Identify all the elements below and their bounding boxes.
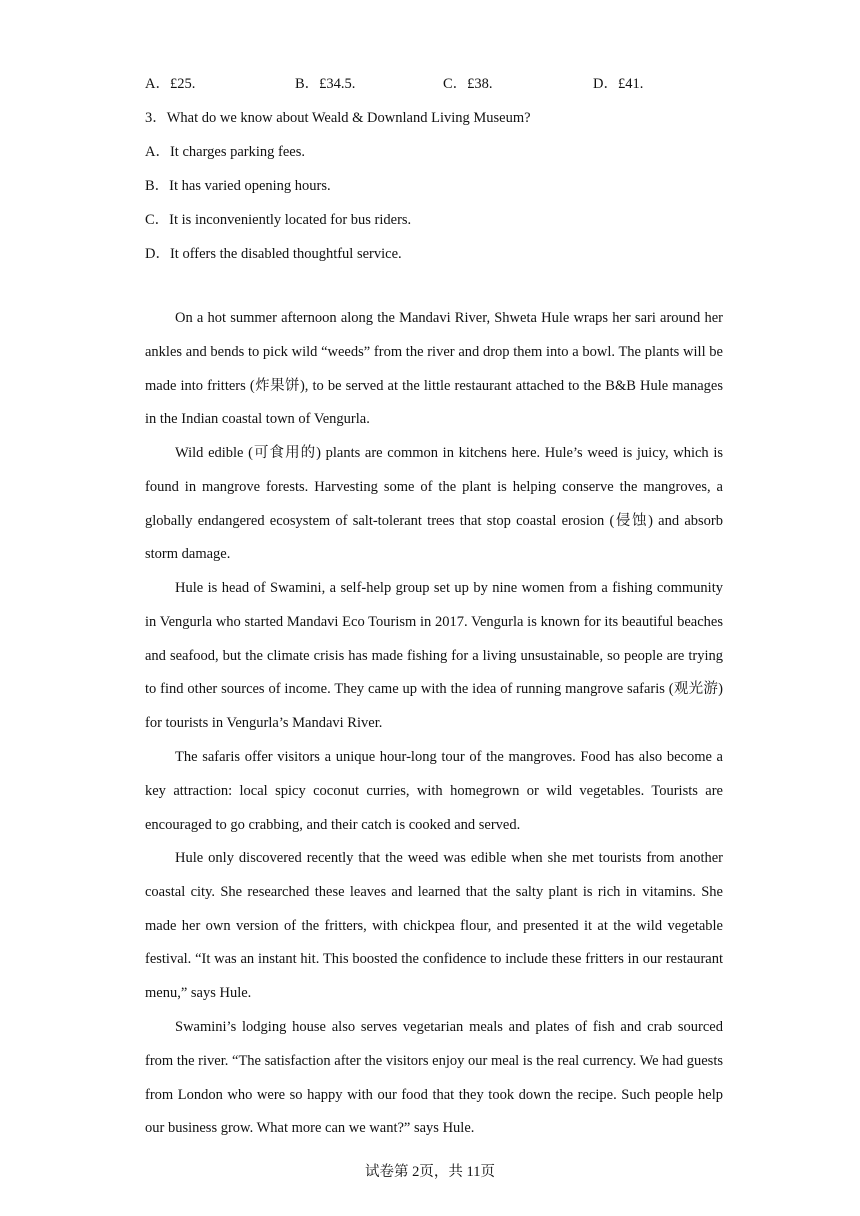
option-c[interactable]: C．£38.: [443, 76, 493, 92]
passage-paragraph-4: The safaris offer visitors a unique hour-long tour of the mangroves. Food has also become a key attraction: local spicy coconut curries, with homegrown or wild vegetables. Tourists are encouraged to go crabbing, and their catch is cooked and served.: [145, 749, 723, 833]
question3-option-c[interactable]: C．It is inconveniently located for bus riders.: [145, 212, 412, 228]
page-footer: 试卷第 2页，共 11页: [365, 1164, 495, 1180]
question3-stem: 3．What do we know about Weald & Downland Living Museum?: [145, 110, 531, 126]
question2-options: [145, 72, 745, 94]
question3-option-d[interactable]: D．It offers the disabled thoughtful service.: [145, 246, 402, 262]
passage-paragraph-3: Hule is head of Swamini, a self-help group set up by nine women from a fishing community in Vengurla who started Mandavi Eco Tourism in 2017. Vengurla is known for its beautiful beaches and seafood, but the climate crisis has made fishing for a living unsustainable, so people are trying to find other sources of income. They came up with the idea of running mangrove safaris (观光游) for tourists in Vengurla’s Mandavi River.: [145, 580, 723, 732]
passage-paragraph-5: Hule only discovered recently that the weed was edible when she met tourists from another coastal city. She researched these leaves and learned that the salty plant is rich in vitamins. She made her own version of the fritters, with chickpea flour, and presented it at the wild vegetable festival. “It was an instant hit. This boosted the confidence to include these fritters in our restaurant menu,” says Hule.: [145, 850, 723, 1002]
question3-option-a[interactable]: A．It charges parking fees.: [145, 144, 305, 160]
passage-paragraph-2: Wild edible (可食用的) plants are common in kitchens here. Hule’s weed is juicy, which is found in mangrove forests. Harvesting some of the plant is helping conserve the mangroves, a globally endangered ecosystem of salt-tolerant trees that stop coastal erosion (侵蚀) and absorb storm damage.: [145, 445, 723, 563]
option-b[interactable]: B．£34.5.: [295, 76, 356, 92]
passage-paragraph-1: On a hot summer afternoon along the Mandavi River, Shweta Hule wraps her sari around her ankles and bends to pick wild “weeds” from the river and drop them into a bowl. The plants will be made into fritters (炸果饼), to be served at the little restaurant attached to the B&B Hule manages in the Indian coastal town of Vengurla.: [145, 310, 723, 428]
option-d[interactable]: D．£41.: [593, 76, 644, 92]
passage-paragraph-6: Swamini’s lodging house also serves vegetarian meals and plates of fish and crab sourced from the river. “The satisfaction after the visitors enjoy our meal is the real currency. We had guests from London who were so happy with our food that they took down the recipe. Such people help our business grow. What more can we want?” says Hule.: [145, 1019, 723, 1137]
question3-option-b[interactable]: B．It has varied opening hours.: [145, 178, 331, 194]
option-a[interactable]: A．£25.: [145, 76, 196, 92]
